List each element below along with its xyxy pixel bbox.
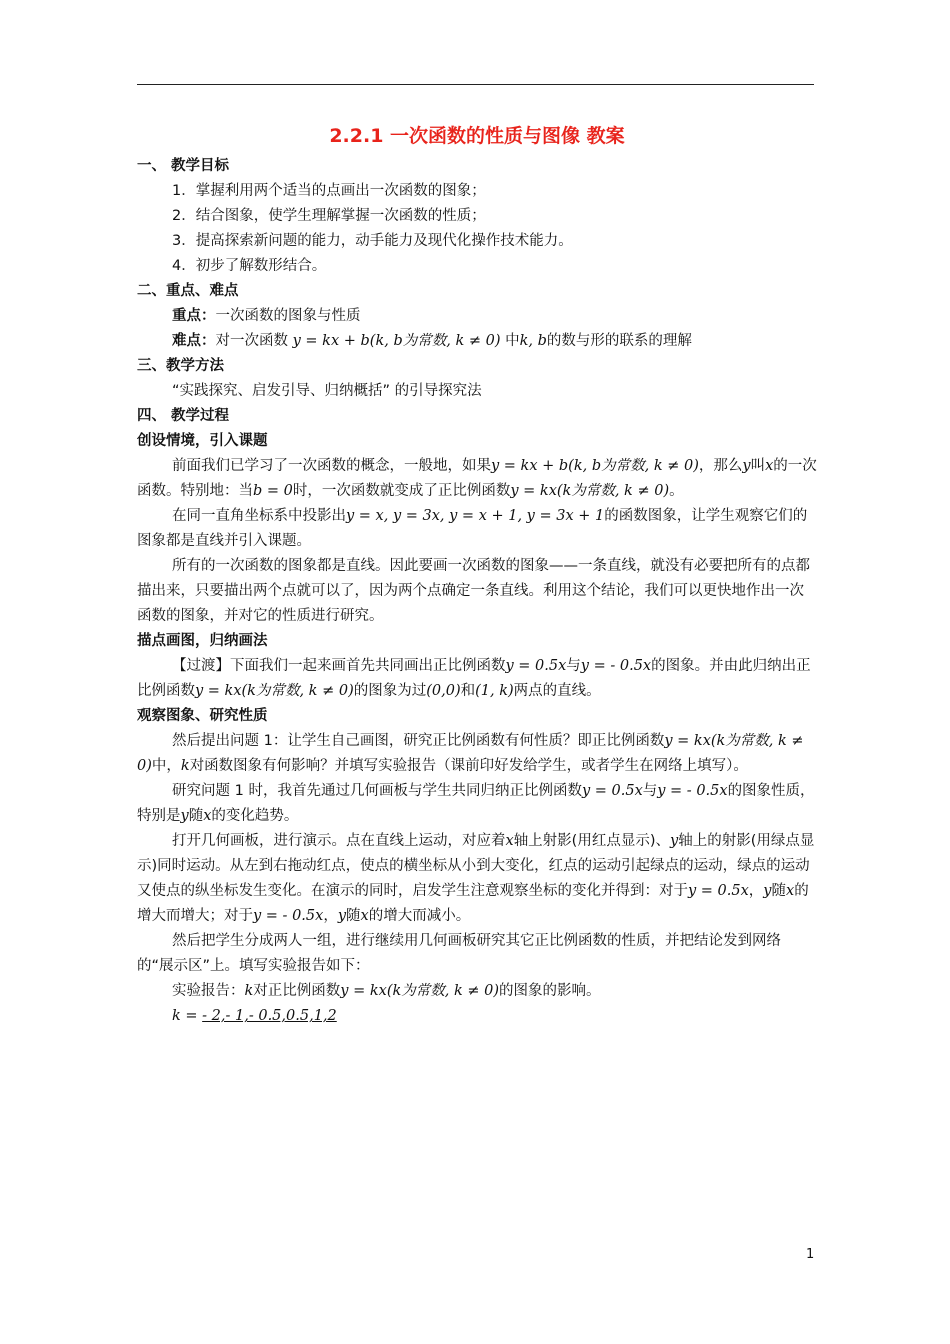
k-values: - 2,- 1,- 0.5,0.5,1,2 [202, 1008, 337, 1024]
formula: (0,0) [426, 683, 461, 699]
text: 的变化趋势。 [211, 808, 299, 824]
document-body [137, 120, 817, 1029]
formula: k, b [519, 333, 547, 349]
objective-item: 3．提高探索新问题的能力，动手能力及现代化操作技术能力。 [172, 233, 573, 249]
key-label: 重点： [172, 308, 216, 324]
text: 轴上的射影(用绿点显示)同时运动。从左到右拖动红点，使点的横坐标从小到大变化，红点的运动引起绿点的运动，绿点的运动又使点的纵坐标发生变化。在演示的同时，启发学生注意观察坐标的变化并得到：对于 [137, 833, 815, 899]
formula: y = - 0.5x [657, 783, 728, 799]
key-text: 一次函数的图象与性质 [215, 308, 361, 324]
text: 的图象为过 [353, 683, 427, 699]
text: 打开几何画板，进行演示。点在直线上运动，对应着 [172, 833, 506, 849]
text: 对正比例函数 [253, 983, 341, 999]
text: 【过渡】下面我们一起来画首先共同画出正比例函数 [172, 658, 506, 674]
text: 的增大而减小。 [368, 908, 471, 924]
paragraph [137, 779, 817, 829]
text: 的数与形的联系的理解 [546, 333, 692, 349]
text: 研究问题 1 时，我首先通过几何画板与学生共同归纳正比例函数 [172, 783, 582, 799]
text: 的图象的影响。 [499, 983, 601, 999]
formula: y [763, 883, 772, 899]
page-title: 2.2.1 一次函数的性质与图像 教案 [329, 125, 625, 147]
formula: x [203, 808, 212, 824]
section-heading-method: 三、教学方法 [137, 358, 224, 374]
subheading-properties: 观察图象、研究性质 [137, 708, 268, 724]
formula: y = kx(k为常数, k ≠ 0) [137, 733, 804, 774]
objective-item: 1．掌握利用两个适当的点画出一次函数的图象； [172, 183, 486, 199]
formula: y = - 0.5x [580, 658, 652, 674]
text: 两点的直线。 [513, 683, 601, 699]
formula: x [505, 833, 514, 849]
paragraph [137, 829, 817, 929]
text: 的图象性质，特别是 [137, 783, 815, 824]
paragraph: 所有的一次函数的图象都是直线。因此要画一次函数的图象——一条直线，就没有必要把所有的点都描出来，只要描出两个点就可以了，因为两个点确定一条直线。利用这个结论，我们可以更快地作出一次函数的图象，并对它的性质进行研究。 [137, 558, 810, 624]
formula: x [786, 883, 795, 899]
paragraph [137, 729, 817, 779]
paragraph [137, 654, 817, 704]
formula: k [244, 983, 254, 999]
text: 的函数图象，让学生观察它们的图象都是直线并引入课题。 [137, 508, 808, 549]
formula: y = 0.5x [505, 658, 567, 674]
objective-item: 4．初步了解数形结合。 [172, 258, 327, 274]
text: ，那么 [698, 458, 743, 474]
section-heading-objectives: 一、 教学目标 [137, 158, 230, 174]
formula: b = 0 [253, 483, 293, 499]
text: 对一次函数 [215, 333, 288, 349]
text: 与 [642, 783, 658, 799]
text: 与 [566, 658, 581, 674]
formula: y [337, 908, 347, 924]
text: 叫 [750, 458, 766, 474]
text: 对函数图象有何影响？并填写实验报告（课前印好发给学生，或者学生在网络上填写）。 [189, 758, 748, 774]
text: 。 [669, 483, 684, 499]
difficulty-line [137, 329, 817, 354]
section-heading-key-points: 二、重点、难点 [137, 283, 239, 299]
formula: y [670, 833, 679, 849]
formula: y = kx + b(k, b为常数, k ≠ 0) [292, 333, 501, 349]
formula: k [180, 758, 190, 774]
text: 的一次函数。特别地：当 [137, 458, 817, 499]
formula: (1, k) [475, 683, 514, 699]
formula: y = kx(k为常数, k ≠ 0) [340, 983, 500, 999]
formula: y = x, y = 3x, y = x + 1, y = 3x + 1 [346, 508, 605, 524]
paragraph [137, 979, 817, 1004]
paragraph [137, 504, 817, 554]
paragraph: 然后把学生分成两人一组，进行继续用几何画板研究其它正比例函数的性质，并把结论发到网络的“展示区”上。填写实验报告如下： [137, 933, 781, 974]
formula: y = kx + b(k, b为常数, k ≠ 0) [491, 458, 699, 474]
text: ， [323, 908, 338, 924]
header-rule [137, 84, 814, 85]
text: 然后提出问题 1：让学生自己画图，研究正比例函数有何性质？即正比例函数 [172, 733, 665, 749]
formula: k = [172, 1008, 203, 1024]
section-heading-process: 四、 教学过程 [137, 408, 230, 424]
subheading-drawing: 描点画图，归纳画法 [137, 633, 268, 649]
text: 随 [346, 908, 361, 924]
formula: y = kx(k为常数, k ≠ 0) [195, 683, 354, 699]
text: 的增大而增大；对于 [137, 883, 809, 924]
text: 的图象。并由此归纳出正比例函数 [137, 658, 811, 699]
text: 随 [188, 808, 204, 824]
text: 时，一次函数就变成了正比例函数 [292, 483, 511, 499]
paragraph [137, 1004, 817, 1029]
text: 和 [460, 683, 476, 699]
text: 轴上射影(用红点显示)、 [513, 833, 671, 849]
text: 中 [505, 333, 520, 349]
formula: y [180, 808, 189, 824]
text: 随 [771, 883, 786, 899]
text: 实验报告： [172, 983, 245, 999]
subheading-intro: 创设情境，引入课题 [137, 433, 268, 449]
text: 中， [151, 758, 181, 774]
objective-item: 2．结合图象，使学生理解掌握一次函数的性质； [172, 208, 486, 224]
formula: y = kx(k为常数, k ≠ 0) [510, 483, 670, 499]
difficulty-label: 难点： [172, 333, 216, 349]
formula: y = 0.5x [688, 883, 749, 899]
text: ， [748, 883, 764, 899]
paragraph [137, 454, 817, 504]
page-number: 1 [806, 1247, 815, 1262]
key-point-line [137, 304, 817, 329]
formula: x [360, 908, 369, 924]
formula: y [742, 458, 751, 474]
formula: x [765, 458, 774, 474]
formula: y = 0.5x [581, 783, 643, 799]
formula: y = - 0.5x [253, 908, 324, 924]
method-text: “实践探究、启发引导、归纳概括” 的引导探究法 [172, 383, 482, 399]
text: 在同一直角坐标系中投影出 [172, 508, 346, 524]
text: 前面我们已学习了一次函数的概念，一般地，如果 [172, 458, 491, 474]
